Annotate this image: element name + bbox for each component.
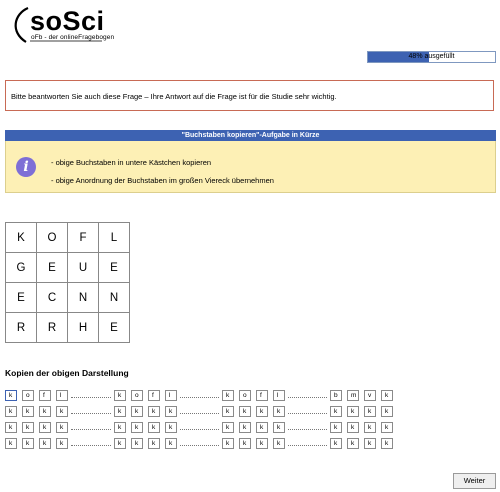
copy-input-cell[interactable]: k bbox=[273, 406, 285, 417]
copy-input-cell[interactable]: f bbox=[39, 390, 51, 401]
letter-cell: E bbox=[6, 283, 37, 313]
letter-cell: E bbox=[99, 253, 130, 283]
copy-input-cell[interactable]: m bbox=[347, 390, 359, 401]
copy-input-cell[interactable]: k bbox=[148, 422, 160, 433]
dotted-separator bbox=[71, 397, 111, 398]
copy-row bbox=[5, 406, 405, 417]
copy-input-cell[interactable]: k bbox=[381, 406, 393, 417]
copy-input-cell[interactable]: k bbox=[222, 390, 234, 401]
copy-input-cell[interactable]: k bbox=[347, 438, 359, 449]
copy-input-cell[interactable]: k bbox=[114, 422, 126, 433]
copy-row bbox=[5, 422, 405, 433]
letter-cell: E bbox=[99, 313, 130, 343]
copy-input-cell[interactable]: k bbox=[114, 406, 126, 417]
copy-input-cell[interactable]: k bbox=[5, 406, 17, 417]
dotted-separator bbox=[180, 413, 219, 414]
copy-input-cell[interactable]: k bbox=[256, 438, 268, 449]
dotted-separator bbox=[180, 445, 219, 446]
progress-bar bbox=[367, 51, 496, 63]
copy-input-cell[interactable]: k bbox=[56, 406, 68, 417]
copy-input-cell[interactable]: k bbox=[56, 438, 68, 449]
copy-input-cell[interactable]: k bbox=[330, 406, 342, 417]
letter-cell: H bbox=[68, 313, 99, 343]
letter-grid-row bbox=[6, 283, 130, 313]
copy-input-cell[interactable]: k bbox=[131, 422, 143, 433]
copy-input-cell[interactable]: k bbox=[330, 438, 342, 449]
letter-cell: K bbox=[6, 223, 37, 253]
letter-grid-row bbox=[6, 313, 130, 343]
letter-cell: R bbox=[37, 313, 68, 343]
copy-input-cell[interactable]: k bbox=[39, 438, 51, 449]
copy-input-cell[interactable]: k bbox=[364, 438, 376, 449]
letter-grid-row bbox=[6, 253, 130, 283]
letter-cell: G bbox=[6, 253, 37, 283]
copy-input-cell[interactable]: k bbox=[165, 438, 177, 449]
copy-input-cell[interactable]: k bbox=[256, 406, 268, 417]
copy-input-cell[interactable]: k bbox=[364, 422, 376, 433]
logo-tagline: oFb - der onlineFragebogen bbox=[31, 34, 115, 41]
copy-input-cell[interactable]: l bbox=[165, 390, 177, 401]
copy-input-cell[interactable]: k bbox=[239, 406, 251, 417]
copy-input-cell[interactable]: k bbox=[347, 422, 359, 433]
copy-input-cell[interactable]: k bbox=[273, 438, 285, 449]
letter-grid-row bbox=[6, 223, 130, 253]
copy-input-cell[interactable]: k bbox=[5, 390, 17, 401]
info-title: "Buchstaben kopieren"-Aufgabe in Kürze bbox=[5, 130, 496, 141]
copy-input-cell[interactable]: k bbox=[165, 406, 177, 417]
copy-input-cell[interactable]: k bbox=[148, 406, 160, 417]
dotted-separator bbox=[180, 429, 219, 430]
letter-cell: L bbox=[99, 223, 130, 253]
copy-input-cell[interactable]: k bbox=[56, 422, 68, 433]
copy-input-cell[interactable]: k bbox=[256, 422, 268, 433]
warning-text: Bitte beantworten Sie auch diese Frage – Ihre Antwort auf die Frage ist für die Studie sehr wichtig. bbox=[11, 92, 337, 101]
info-line: - obige Anordnung der Buchstaben im großen Viereck übernehmen bbox=[51, 176, 274, 185]
sosci-logo bbox=[6, 4, 115, 44]
copy-input-cell[interactable]: k bbox=[114, 390, 126, 401]
letter-cell: N bbox=[68, 283, 99, 313]
info-icon: i bbox=[16, 157, 36, 177]
progress-label: 48% ausgefüllt bbox=[408, 53, 455, 60]
logo-name: soSci bbox=[30, 6, 105, 36]
letter-cell: N bbox=[99, 283, 130, 313]
copy-row bbox=[5, 390, 405, 401]
dotted-separator bbox=[71, 413, 111, 414]
dotted-separator bbox=[71, 445, 111, 446]
copy-input-cell[interactable]: f bbox=[148, 390, 160, 401]
copy-input-cell[interactable]: k bbox=[347, 406, 359, 417]
copy-input-cell[interactable]: k bbox=[239, 422, 251, 433]
letter-cell: R bbox=[6, 313, 37, 343]
copy-input-cell[interactable]: k bbox=[131, 406, 143, 417]
copy-input-cell[interactable]: k bbox=[330, 422, 342, 433]
copy-input-cell[interactable]: f bbox=[256, 390, 268, 401]
letter-cell: O bbox=[37, 223, 68, 253]
dotted-separator bbox=[71, 429, 111, 430]
letter-cell: U bbox=[68, 253, 99, 283]
copy-input-cell[interactable]: k bbox=[22, 438, 34, 449]
copy-input-cell[interactable]: l bbox=[273, 390, 285, 401]
dotted-separator bbox=[180, 397, 219, 398]
next-button[interactable]: Weiter bbox=[453, 473, 496, 489]
copy-input-cell[interactable]: k bbox=[381, 390, 393, 401]
copy-input-cell[interactable]: k bbox=[22, 422, 34, 433]
copy-input-cell[interactable]: k bbox=[22, 406, 34, 417]
copy-input-cell[interactable]: k bbox=[39, 406, 51, 417]
copy-input-cell[interactable]: k bbox=[222, 422, 234, 433]
copy-input-cell[interactable]: o bbox=[239, 390, 251, 401]
copy-input-cell[interactable]: k bbox=[381, 422, 393, 433]
copy-input-cell[interactable]: o bbox=[22, 390, 34, 401]
copy-input-cell[interactable]: k bbox=[5, 438, 17, 449]
copy-input-cell[interactable]: k bbox=[273, 422, 285, 433]
copy-input-cell[interactable]: k bbox=[165, 422, 177, 433]
info-line: - obige Buchstaben in untere Kästchen kopieren bbox=[51, 158, 212, 167]
copy-input-cell[interactable]: k bbox=[222, 406, 234, 417]
copy-input-cell[interactable]: k bbox=[5, 422, 17, 433]
copy-input-cell[interactable]: k bbox=[148, 438, 160, 449]
copy-input-cell[interactable]: v bbox=[364, 390, 376, 401]
copy-input-cell[interactable]: k bbox=[239, 438, 251, 449]
copies-title: Kopien der obigen Darstellung bbox=[5, 368, 129, 378]
dotted-separator bbox=[288, 413, 327, 414]
copy-row bbox=[5, 438, 405, 449]
copy-input-cell[interactable]: b bbox=[330, 390, 342, 401]
copy-input-cell[interactable]: k bbox=[114, 438, 126, 449]
dotted-separator bbox=[288, 429, 327, 430]
letter-cell: F bbox=[68, 223, 99, 253]
copy-input-cell[interactable]: k bbox=[222, 438, 234, 449]
letter-cell: C bbox=[37, 283, 68, 313]
dotted-separator bbox=[288, 445, 327, 446]
warning-box bbox=[5, 80, 494, 111]
copy-input-cell[interactable]: k bbox=[364, 406, 376, 417]
letter-cell: E bbox=[37, 253, 68, 283]
copy-input-cell[interactable]: k bbox=[381, 438, 393, 449]
copy-input-cell[interactable]: l bbox=[56, 390, 68, 401]
letter-grid bbox=[5, 222, 130, 343]
dotted-separator bbox=[288, 397, 327, 398]
copy-input-cell[interactable]: o bbox=[131, 390, 143, 401]
copy-input-cell[interactable]: k bbox=[131, 438, 143, 449]
info-box bbox=[5, 130, 496, 193]
copy-input-cell[interactable]: k bbox=[39, 422, 51, 433]
